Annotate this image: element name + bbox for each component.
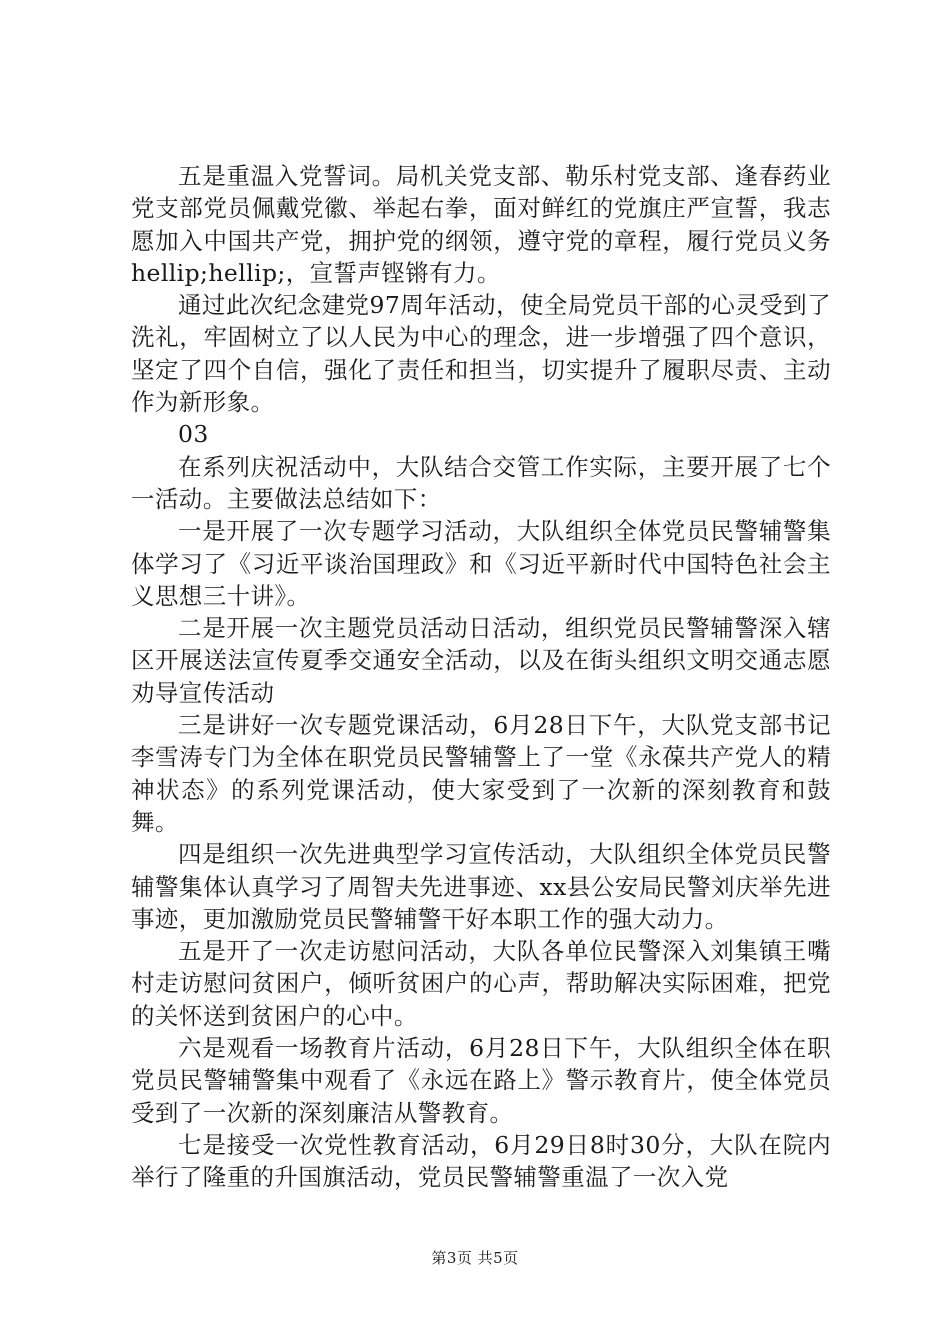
paragraph-item-6: 六是观看一场教育片活动，6月28日下午，大队组织全体在职党员民警辅警集中观看了《永远在路上》警示教育片，使全体党员受到了一次新的深刻廉洁从警教育。 [131, 1034, 831, 1127]
document-body [131, 160, 831, 1194]
paragraph-item-5: 五是开了一次走访慰问活动，大队各单位民警深入刘集镇王嘴村走访慰问贫困户，倾听贫困户的心声，帮助解决实际困难，把党的关怀送到贫困户的心中。 [131, 937, 831, 1030]
paragraph-item-2: 二是开展一次主题党员活动日活动，组织党员民警辅警深入辖区开展送法宣传夏季交通安全活动，以及在街头组织文明交通志愿劝导宣传活动 [131, 614, 831, 707]
paragraph-item-4: 四是组织一次先进典型学习宣传活动，大队组织全体党员民警辅警集体认真学习了周智夫先进事迹、xx县公安局民警刘庆举先进事迹，更加激励党员民警辅警干好本职工作的强大动力。 [131, 840, 831, 933]
paragraph-summary: 通过此次纪念建党97周年活动，使全局党员干部的心灵受到了洗礼，牢固树立了以人民为中心的理念，进一步增强了四个意识，坚定了四个自信，强化了责任和担当，切实提升了履职尽责、主动作为新形象。 [131, 291, 831, 417]
page-number-label: 第3页 共5页 [431, 1249, 519, 1267]
page-footer [0, 1247, 950, 1268]
paragraph-item-3: 三是讲好一次专题党课活动，6月28日下午，大队党支部书记李雪涛专门为全体在职党员民警辅警上了一堂《永葆共产党人的精神状态》的系列党课活动，使大家受到了一次新的深刻教育和鼓舞。 [131, 711, 831, 836]
section-number: 03 [178, 420, 209, 449]
paragraph-item-1: 一是开展了一次专题学习活动，大队组织全体党员民警辅警集体学习了《习近平谈治国理政》和《习近平新时代中国特色社会主义思想三十讲》。 [131, 517, 831, 610]
paragraph-oath: 五是重温入党誓词。局机关党支部、勒乐村党支部、逢春药业党支部党员佩戴党徽、举起右拳，面对鲜红的党旗庄严宣誓，我志愿加入中国共产党，拥护党的纲领，遵守党的章程，履行党员义务hellip;hellip;，宣誓声铿锵有力。 [131, 162, 831, 287]
paragraph-item-7: 七是接受一次党性教育活动，6月29日8时30分，大队在院内举行了隆重的升国旗活动，党员民警辅警重温了一次入党 [131, 1130, 831, 1192]
paragraph-intro: 在系列庆祝活动中，大队结合交管工作实际，主要开展了七个一活动。主要做法总结如下： [131, 452, 831, 513]
